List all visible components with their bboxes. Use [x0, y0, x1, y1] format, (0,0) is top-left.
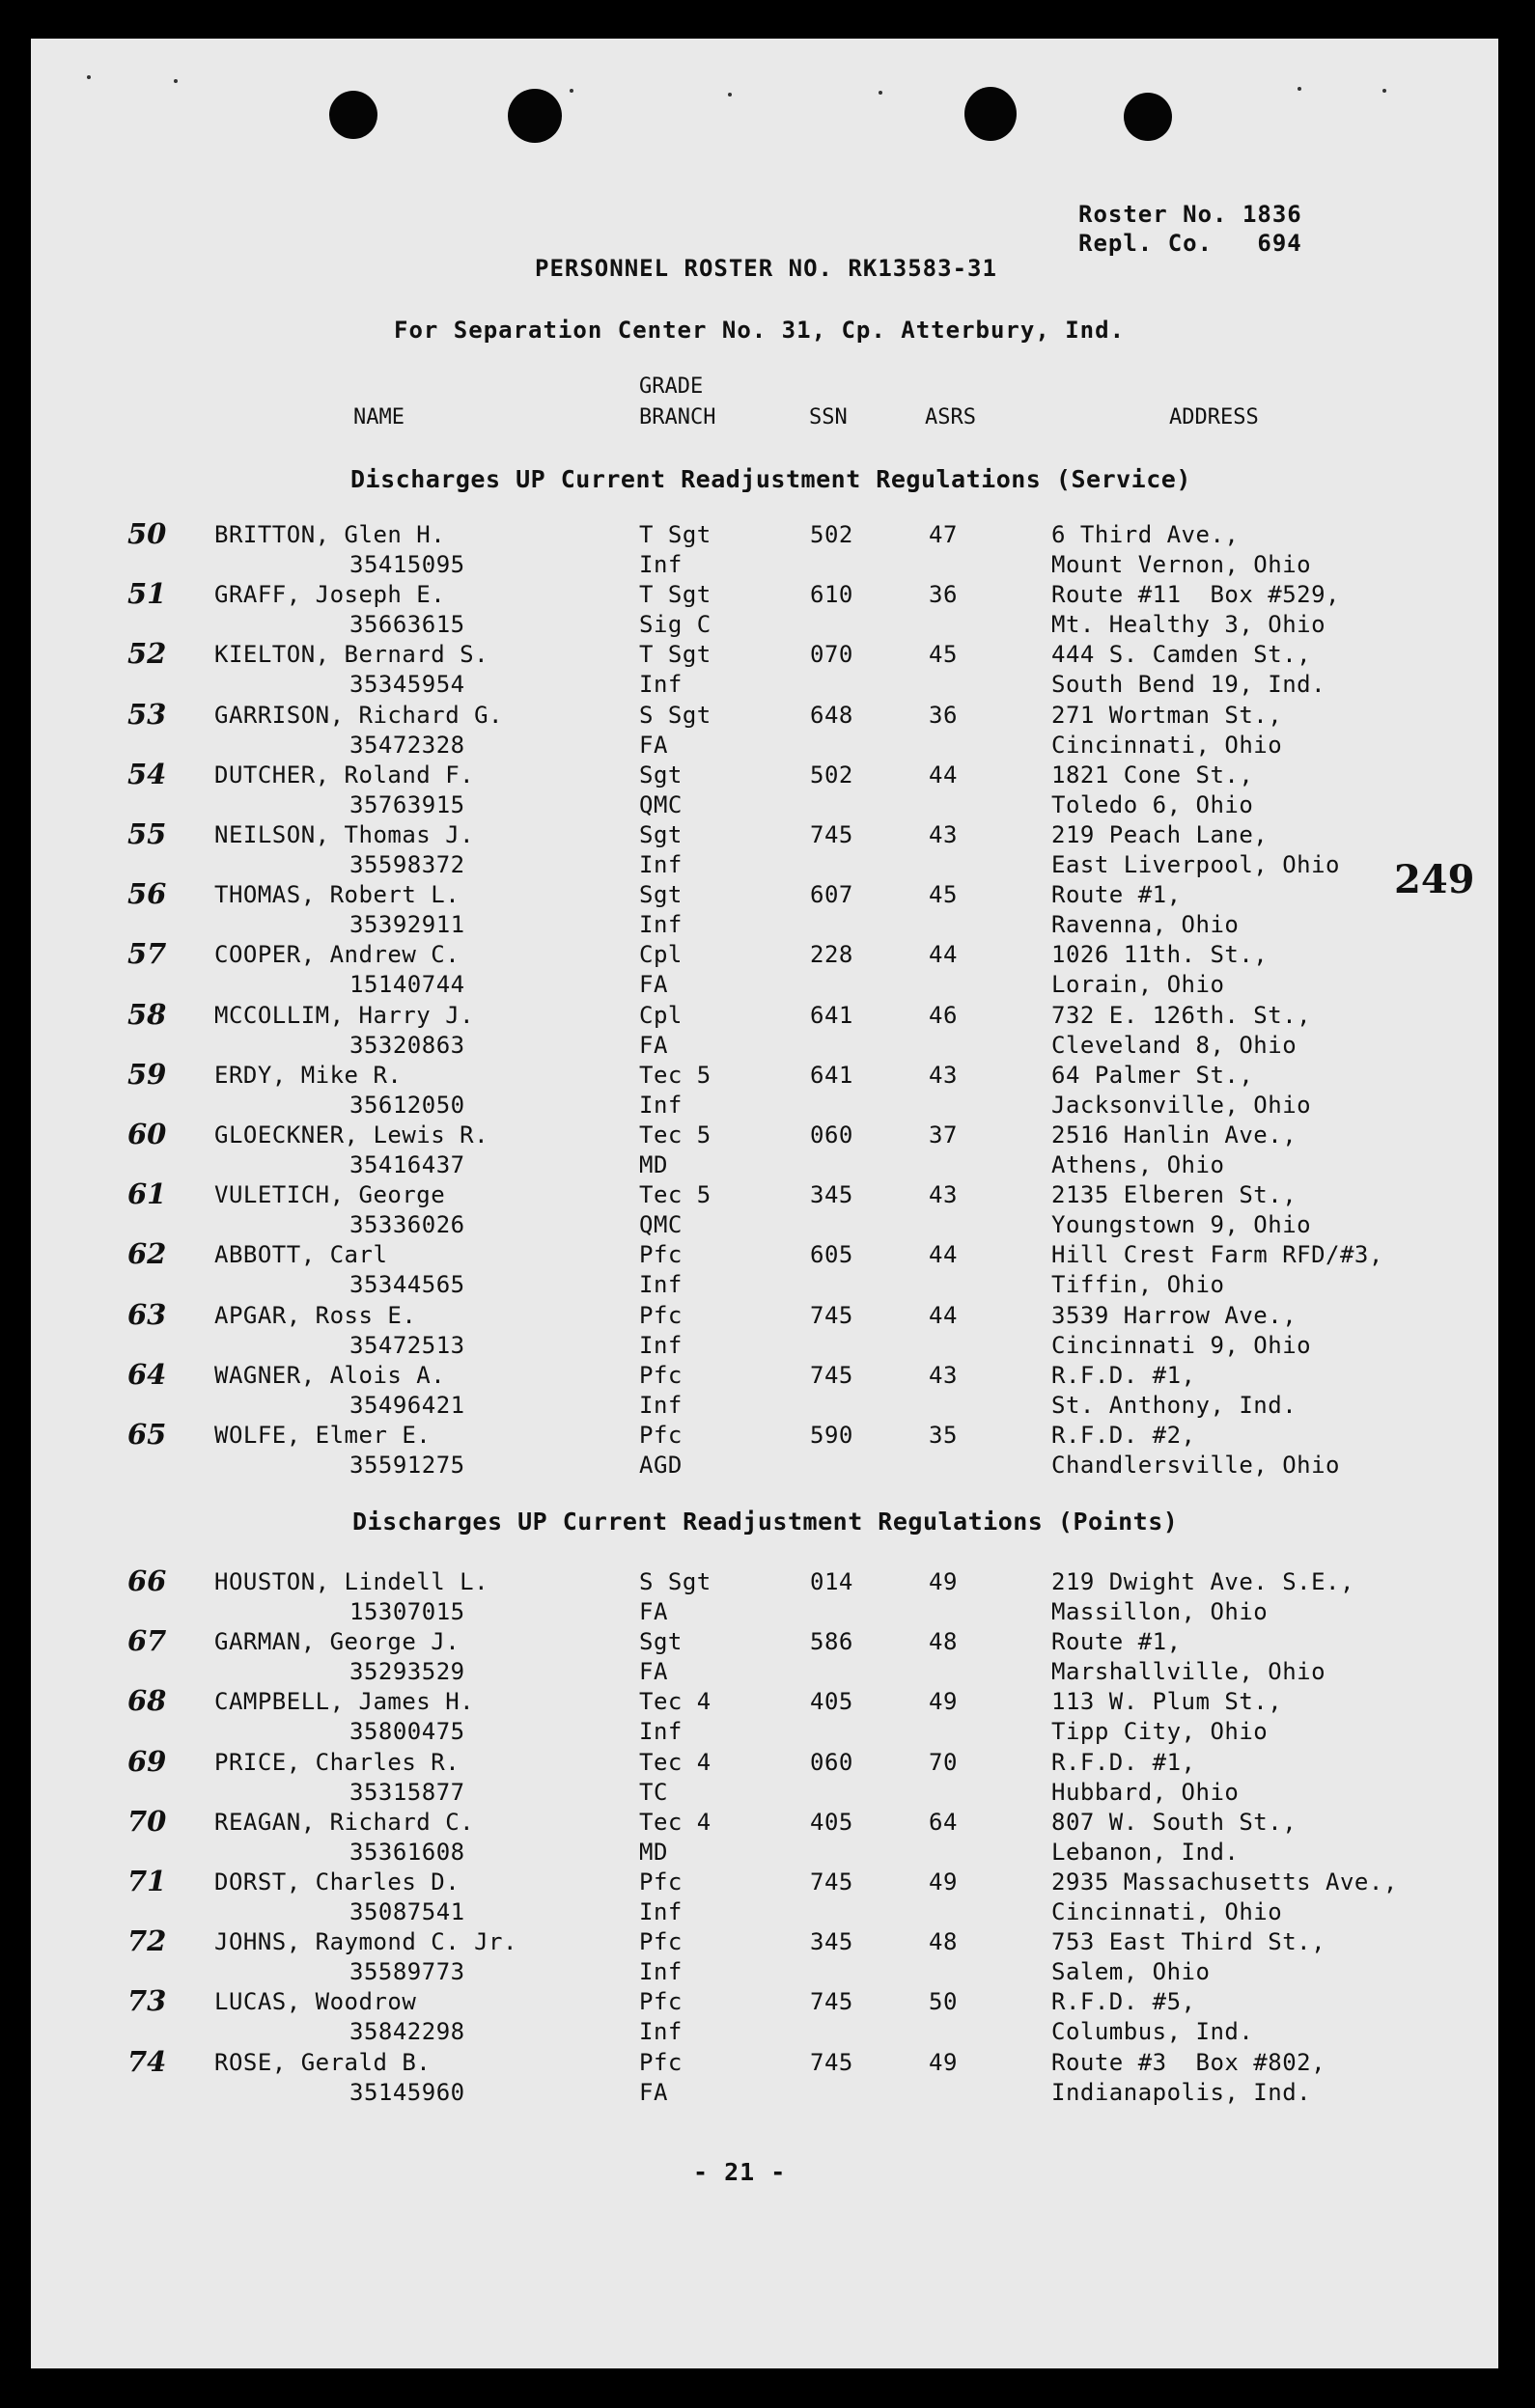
entry-branch: Inf [639, 551, 683, 578]
entry-serial: 35293529 [349, 1658, 465, 1686]
entry-address-line2: Indianapolis, Ind. [1051, 2078, 1312, 2106]
entry-asrs: 49 [929, 2048, 958, 2076]
entry-address-line1: 271 Wortman St., [1051, 701, 1283, 729]
entry-address-line1: Route #3 Box #802, [1051, 2048, 1326, 2076]
entry-branch: Inf [639, 1271, 683, 1299]
entry-address-line1: Route #11 Box #529, [1051, 581, 1340, 609]
entry-serial: 35320863 [349, 1031, 465, 1059]
entry-grade: Tec 5 [639, 1181, 712, 1209]
entry-number: 55 [127, 817, 167, 850]
entry-branch: FA [639, 731, 668, 759]
entry-ssn: 745 [810, 1988, 853, 2016]
entry-asrs: 36 [929, 581, 958, 609]
entry-address-line2: Cincinnati, Ohio [1051, 1898, 1283, 1925]
col-header-branch: BRANCH [639, 405, 716, 429]
replacement-company: Repl. Co. 694 [1078, 230, 1302, 257]
entry-ssn: 648 [810, 701, 853, 729]
entry-grade: Tec 4 [639, 1688, 712, 1716]
entry-name: APGAR, Ross E. [214, 1301, 417, 1329]
roster-number: Roster No. 1836 [1078, 201, 1302, 228]
entry-number: 62 [127, 1237, 167, 1271]
entry-grade: Pfc [639, 1868, 683, 1896]
entry-address-line2: Athens, Ohio [1051, 1151, 1225, 1178]
entry-serial: 35361608 [349, 1838, 465, 1866]
entry-grade: T Sgt [639, 521, 712, 548]
entry-asrs: 48 [929, 1928, 958, 1956]
col-header-address: ADDRESS [1169, 405, 1259, 429]
entry-name: PRICE, Charles R. [214, 1748, 460, 1776]
entry-grade: Sgt [639, 881, 683, 909]
entry-address-line1: 807 W. South St., [1051, 1808, 1298, 1836]
entry-branch: FA [639, 1031, 668, 1059]
entry-ssn: 502 [810, 761, 853, 789]
entry-name: NEILSON, Thomas J. [214, 821, 475, 848]
entry-grade: Sgt [639, 761, 683, 789]
entry-name: ERDY, Mike R. [214, 1061, 403, 1089]
entry-serial: 35496421 [349, 1391, 465, 1419]
entry-branch: FA [639, 1598, 668, 1625]
entry-address-line2: East Liverpool, Ohio [1051, 851, 1340, 878]
entry-grade: Pfc [639, 2048, 683, 2076]
entry-address-line1: 753 East Third St., [1051, 1928, 1326, 1956]
entry-grade: Pfc [639, 1928, 683, 1956]
entry-serial: 35345954 [349, 671, 465, 699]
entry-asrs: 64 [929, 1808, 958, 1836]
entry-grade: Tec 5 [639, 1121, 712, 1149]
entry-name: GARRISON, Richard G. [214, 701, 503, 729]
entry-asrs: 50 [929, 1988, 958, 2016]
entry-grade: Tec 5 [639, 1061, 712, 1089]
entry-serial: 35472513 [349, 1331, 465, 1359]
entry-branch: FA [639, 971, 668, 999]
entry-address-line1: R.F.D. #1, [1051, 1748, 1196, 1776]
entry-number: 63 [127, 1297, 167, 1331]
entry-asrs: 44 [929, 761, 958, 789]
punch-hole [1124, 93, 1172, 141]
entry-ssn: 605 [810, 1241, 853, 1269]
entry-grade: Cpl [639, 1001, 683, 1029]
entry-asrs: 43 [929, 821, 958, 848]
entry-serial: 35800475 [349, 1718, 465, 1746]
entry-asrs: 49 [929, 1868, 958, 1896]
entry-address-line1: Route #1, [1051, 881, 1182, 909]
entry-address-line2: Lorain, Ohio [1051, 971, 1225, 999]
entry-address-line1: 444 S. Camden St., [1051, 641, 1312, 669]
punch-hole [508, 89, 562, 143]
entry-address-line1: R.F.D. #1, [1051, 1361, 1196, 1389]
entry-name: MCCOLLIM, Harry J. [214, 1001, 475, 1029]
entry-address-line1: R.F.D. #5, [1051, 1988, 1196, 2016]
entry-address-line1: 2135 Elberen St., [1051, 1181, 1298, 1209]
entry-serial: 35087541 [349, 1898, 465, 1925]
entry-number: 71 [127, 1865, 167, 1897]
entry-grade: Pfc [639, 1241, 683, 1269]
entry-address-line1: 1026 11th. St., [1051, 941, 1269, 969]
entry-serial: 15140744 [349, 971, 465, 999]
entry-address-line2: Cleveland 8, Ohio [1051, 1031, 1298, 1059]
entry-serial: 35591275 [349, 1452, 465, 1479]
entry-ssn: 502 [810, 521, 853, 548]
entry-branch: Inf [639, 2018, 683, 2046]
entry-serial: 35415095 [349, 551, 465, 578]
entry-branch: AGD [639, 1452, 683, 1479]
entry-grade: T Sgt [639, 641, 712, 669]
entry-ssn: 641 [810, 1001, 853, 1029]
entry-name: KIELTON, Bernard S. [214, 641, 489, 669]
entry-asrs: 44 [929, 1241, 958, 1269]
entry-branch: Inf [639, 851, 683, 878]
entry-name: LUCAS, Woodrow [214, 1988, 417, 2016]
entry-name: BRITTON, Glen H. [214, 521, 446, 548]
entry-branch: Inf [639, 1091, 683, 1119]
entry-grade: Sgt [639, 1628, 683, 1656]
entry-ssn: 590 [810, 1422, 853, 1449]
section-title: Discharges UP Current Readjustment Regulations (Points) [352, 1508, 1179, 1536]
entry-serial: 35663615 [349, 611, 465, 639]
entry-ssn: 745 [810, 1301, 853, 1329]
page-stamp: 249 [1394, 857, 1475, 902]
entry-address-line2: Tipp City, Ohio [1051, 1718, 1269, 1746]
col-header-ssn: SSN [809, 405, 848, 429]
entry-address-line1: 2935 Massachusetts Ave., [1051, 1868, 1398, 1896]
entry-address-line1: 2516 Hanlin Ave., [1051, 1121, 1298, 1149]
entry-branch: MD [639, 1838, 668, 1866]
entry-name: GRAFF, Joseph E. [214, 581, 446, 609]
col-header-grade: GRADE [639, 374, 704, 399]
entry-asrs: 43 [929, 1181, 958, 1209]
entry-serial: 35145960 [349, 2078, 465, 2106]
entry-address-line2: Cincinnati, Ohio [1051, 731, 1283, 759]
section-title: Discharges UP Current Readjustment Regulations (Service) [350, 465, 1191, 493]
entry-serial: 35598372 [349, 851, 465, 878]
entry-ssn: 405 [810, 1808, 853, 1836]
entry-serial: 35315877 [349, 1778, 465, 1806]
entry-name: HOUSTON, Lindell L. [214, 1568, 489, 1595]
entry-serial: 35589773 [349, 1958, 465, 1986]
page-title: PERSONNEL ROSTER NO. RK13583-31 [535, 255, 997, 282]
entry-number: 64 [127, 1357, 167, 1391]
entry-ssn: 586 [810, 1628, 853, 1656]
entry-address-line2: Mt. Healthy 3, Ohio [1051, 611, 1326, 639]
entry-number: 66 [127, 1564, 167, 1597]
entry-ssn: 745 [810, 821, 853, 848]
entry-number: 67 [127, 1624, 167, 1658]
entry-name: WOLFE, Elmer E. [214, 1422, 432, 1449]
entry-serial: 35842298 [349, 2018, 465, 2046]
entry-ssn: 641 [810, 1061, 853, 1089]
entry-grade: Sgt [639, 821, 683, 848]
entry-asrs: 36 [929, 701, 958, 729]
entry-address-line2: Cincinnati 9, Ohio [1051, 1331, 1312, 1359]
entry-number: 58 [127, 997, 167, 1031]
entry-ssn: 345 [810, 1928, 853, 1956]
entry-serial: 35392911 [349, 911, 465, 939]
entry-branch: QMC [639, 790, 683, 818]
entry-name: JOHNS, Raymond C. Jr. [214, 1928, 517, 1956]
entry-address-line1: 113 W. Plum St., [1051, 1688, 1283, 1716]
entry-serial: 35763915 [349, 790, 465, 818]
entry-address-line2: Massillon, Ohio [1051, 1598, 1269, 1625]
entry-number: 70 [127, 1804, 167, 1838]
entry-name: GLOECKNER, Lewis R. [214, 1121, 489, 1149]
entry-name: COOPER, Andrew C. [214, 941, 460, 969]
col-header-name: NAME [353, 405, 405, 429]
entry-branch: TC [639, 1778, 668, 1806]
entry-address-line1: R.F.D. #2, [1051, 1422, 1196, 1449]
entry-branch: FA [639, 1658, 668, 1686]
entry-asrs: 47 [929, 521, 958, 548]
entry-branch: Inf [639, 1898, 683, 1925]
entry-address-line2: Toledo 6, Ohio [1051, 790, 1254, 818]
entry-address-line1: 3539 Harrow Ave., [1051, 1301, 1298, 1329]
entry-number: 61 [127, 1177, 167, 1211]
entry-serial: 35344565 [349, 1271, 465, 1299]
entry-branch: Inf [639, 911, 683, 939]
entry-serial: 35416437 [349, 1151, 465, 1178]
punch-hole [964, 87, 1017, 141]
entry-number: 57 [127, 937, 167, 971]
entry-name: DUTCHER, Roland F. [214, 761, 475, 789]
entry-name: WAGNER, Alois A. [214, 1361, 446, 1389]
entry-address-line2: Chandlersville, Ohio [1051, 1452, 1340, 1479]
entry-branch: MD [639, 1151, 668, 1178]
entry-number: 74 [127, 2044, 167, 2078]
entry-asrs: 49 [929, 1688, 958, 1716]
entry-asrs: 44 [929, 1301, 958, 1329]
entry-asrs: 70 [929, 1748, 958, 1776]
entry-ssn: 607 [810, 881, 853, 909]
entry-number: 52 [127, 637, 167, 671]
entry-serial: 35336026 [349, 1211, 465, 1239]
entry-number: 53 [127, 697, 167, 731]
col-header-asrs: ASRS [925, 405, 976, 429]
entry-branch: Inf [639, 1958, 683, 1986]
entry-name: ABBOTT, Carl [214, 1241, 388, 1269]
entry-serial: 15307015 [349, 1598, 465, 1625]
entry-address-line2: Salem, Ohio [1051, 1958, 1211, 1986]
entry-grade: Pfc [639, 1988, 683, 2016]
entry-address-line2: St. Anthony, Ind. [1051, 1391, 1298, 1419]
entry-asrs: 35 [929, 1422, 958, 1449]
entry-number: 68 [127, 1684, 167, 1718]
entry-grade: S Sgt [639, 701, 712, 729]
entry-address-line2: Hubbard, Ohio [1051, 1778, 1240, 1806]
entry-asrs: 43 [929, 1361, 958, 1389]
entry-asrs: 37 [929, 1121, 958, 1149]
page-number: - 21 - [693, 2158, 787, 2186]
entry-address-line2: Columbus, Ind. [1051, 2018, 1254, 2046]
entry-ssn: 610 [810, 581, 853, 609]
entry-number: 73 [127, 1984, 167, 2018]
entry-address-line1: Hill Crest Farm RFD/#3, [1051, 1241, 1383, 1269]
entry-grade: Tec 4 [639, 1808, 712, 1836]
entry-asrs: 45 [929, 881, 958, 909]
entry-name: CAMPBELL, James H. [214, 1688, 475, 1716]
entry-name: VULETICH, George [214, 1181, 446, 1209]
entry-number: 72 [127, 1924, 167, 1958]
entry-address-line2: Marshallville, Ohio [1051, 1658, 1326, 1686]
entry-ssn: 228 [810, 941, 853, 969]
entry-grade: Pfc [639, 1361, 683, 1389]
entry-number: 51 [127, 577, 167, 611]
entry-number: 56 [127, 877, 167, 911]
entry-number: 69 [127, 1744, 167, 1778]
entry-address-line1: 64 Palmer St., [1051, 1061, 1254, 1089]
page-subtitle: For Separation Center No. 31, Cp. Atterbury, Ind. [394, 317, 1126, 344]
entry-asrs: 49 [929, 1568, 958, 1595]
entry-asrs: 45 [929, 641, 958, 669]
entry-address-line1: 219 Peach Lane, [1051, 821, 1269, 848]
entry-address-line2: Mount Vernon, Ohio [1051, 551, 1312, 578]
entry-grade: Tec 4 [639, 1748, 712, 1776]
entry-name: ROSE, Gerald B. [214, 2048, 432, 2076]
entry-branch: Inf [639, 1331, 683, 1359]
entry-number: 59 [127, 1057, 167, 1091]
entry-ssn: 060 [810, 1121, 853, 1149]
entry-grade: Cpl [639, 941, 683, 969]
entry-asrs: 43 [929, 1061, 958, 1089]
entry-serial: 35612050 [349, 1091, 465, 1119]
entry-ssn: 060 [810, 1748, 853, 1776]
entry-name: DORST, Charles D. [214, 1868, 460, 1896]
entry-address-line2: Jacksonville, Ohio [1051, 1091, 1312, 1119]
entry-address-line1: Route #1, [1051, 1628, 1182, 1656]
entry-asrs: 44 [929, 941, 958, 969]
entry-ssn: 014 [810, 1568, 853, 1595]
entry-address-line1: 6 Third Ave., [1051, 521, 1240, 548]
entry-branch: QMC [639, 1211, 683, 1239]
entry-address-line1: 219 Dwight Ave. S.E., [1051, 1568, 1354, 1595]
entry-branch: Sig C [639, 611, 712, 639]
entry-number: 60 [127, 1118, 167, 1150]
entry-branch: FA [639, 2078, 668, 2106]
entry-branch: Inf [639, 1391, 683, 1419]
entry-ssn: 745 [810, 1868, 853, 1896]
roster-page [31, 39, 1498, 2368]
entry-grade: S Sgt [639, 1568, 712, 1595]
entry-grade: Pfc [639, 1301, 683, 1329]
entry-ssn: 745 [810, 2048, 853, 2076]
entry-branch: Inf [639, 671, 683, 699]
entry-asrs: 48 [929, 1628, 958, 1656]
entry-branch: Inf [639, 1718, 683, 1746]
entry-name: THOMAS, Robert L. [214, 881, 460, 909]
entry-serial: 35472328 [349, 731, 465, 759]
entry-address-line2: Ravenna, Ohio [1051, 911, 1240, 939]
entry-grade: Pfc [639, 1422, 683, 1449]
entry-address-line2: South Bend 19, Ind. [1051, 671, 1326, 699]
entry-number: 65 [127, 1418, 167, 1451]
entry-number: 54 [127, 757, 167, 790]
entry-ssn: 745 [810, 1361, 853, 1389]
entry-name: GARMAN, George J. [214, 1628, 460, 1656]
entry-ssn: 070 [810, 641, 853, 669]
entry-asrs: 46 [929, 1001, 958, 1029]
entry-address-line1: 1821 Cone St., [1051, 761, 1254, 789]
entry-address-line2: Lebanon, Ind. [1051, 1838, 1240, 1866]
entry-address-line2: Tiffin, Ohio [1051, 1271, 1225, 1299]
entry-ssn: 345 [810, 1181, 853, 1209]
punch-hole [329, 91, 377, 139]
entry-name: REAGAN, Richard C. [214, 1808, 475, 1836]
entry-ssn: 405 [810, 1688, 853, 1716]
entry-grade: T Sgt [639, 581, 712, 609]
entry-number: 50 [127, 517, 167, 550]
entry-address-line2: Youngstown 9, Ohio [1051, 1211, 1312, 1239]
entry-address-line1: 732 E. 126th. St., [1051, 1001, 1312, 1029]
